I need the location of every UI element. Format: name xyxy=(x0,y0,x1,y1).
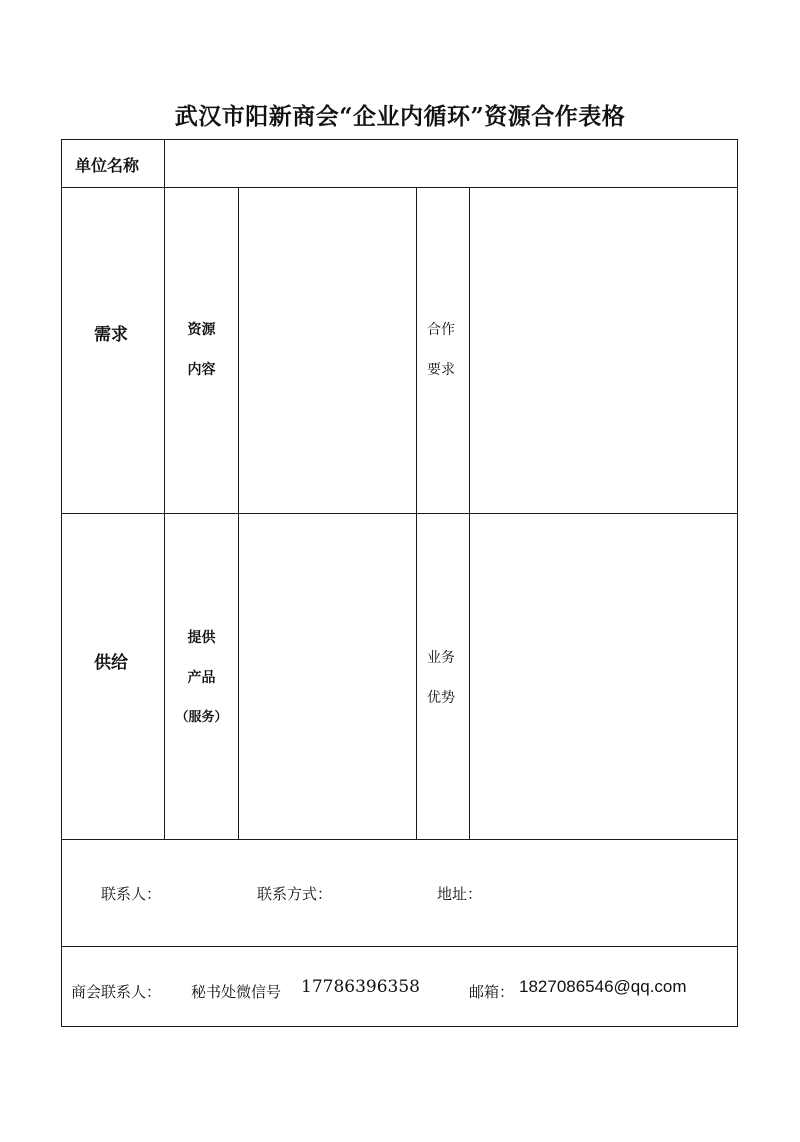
business-advantage-line1: 业务 xyxy=(427,650,455,666)
product-service-label xyxy=(165,618,238,738)
resource-content-field[interactable] xyxy=(239,188,416,513)
business-advantage-label xyxy=(427,638,469,718)
secretariat-wechat-label: 秘书处微信号 xyxy=(191,983,282,1001)
unit-name-field[interactable] xyxy=(165,140,737,187)
secretariat-wechat-value: 17786396358 xyxy=(301,977,420,997)
contact-method-label: 联系方式： xyxy=(257,885,333,903)
resource-content-label xyxy=(165,310,238,390)
product-service-field[interactable] xyxy=(239,514,416,839)
table-border-left xyxy=(61,139,62,1027)
email-value: 1827086546@qq.com xyxy=(519,977,687,996)
product-line3: （服务） xyxy=(175,710,228,725)
table-border-right xyxy=(737,139,738,1027)
cooperation-requirement-line2: 要求 xyxy=(427,362,455,378)
col-divider-mid xyxy=(416,187,417,840)
product-line1: 提供 xyxy=(187,630,216,646)
resource-content-line1: 资源 xyxy=(187,322,216,338)
cooperation-requirement-line1: 合作 xyxy=(427,322,455,338)
row-divider-supply xyxy=(61,839,738,840)
business-advantage-line2: 优势 xyxy=(427,690,455,706)
row-divider-contact xyxy=(61,946,738,947)
unit-name-label: 单位名称 xyxy=(75,156,140,175)
chamber-contact-label: 商会联系人： xyxy=(71,983,162,1001)
product-line2: 产品 xyxy=(187,670,216,686)
business-advantage-field[interactable] xyxy=(470,514,737,839)
supply-label: 供给 xyxy=(94,653,128,673)
table-border-bottom xyxy=(61,1026,738,1027)
address-label: 地址： xyxy=(437,885,483,903)
cooperation-requirement-label xyxy=(427,310,469,390)
demand-label: 需求 xyxy=(94,325,128,345)
cooperation-form-table xyxy=(61,139,738,1027)
page-title: 武汉市阳新商会“企业内循环”资源合作表格 xyxy=(174,103,626,130)
cooperation-requirement-field[interactable] xyxy=(470,188,737,513)
resource-content-line2: 内容 xyxy=(187,362,216,378)
email-label: 邮箱： xyxy=(469,983,515,1001)
contact-person-label: 联系人： xyxy=(101,885,162,903)
